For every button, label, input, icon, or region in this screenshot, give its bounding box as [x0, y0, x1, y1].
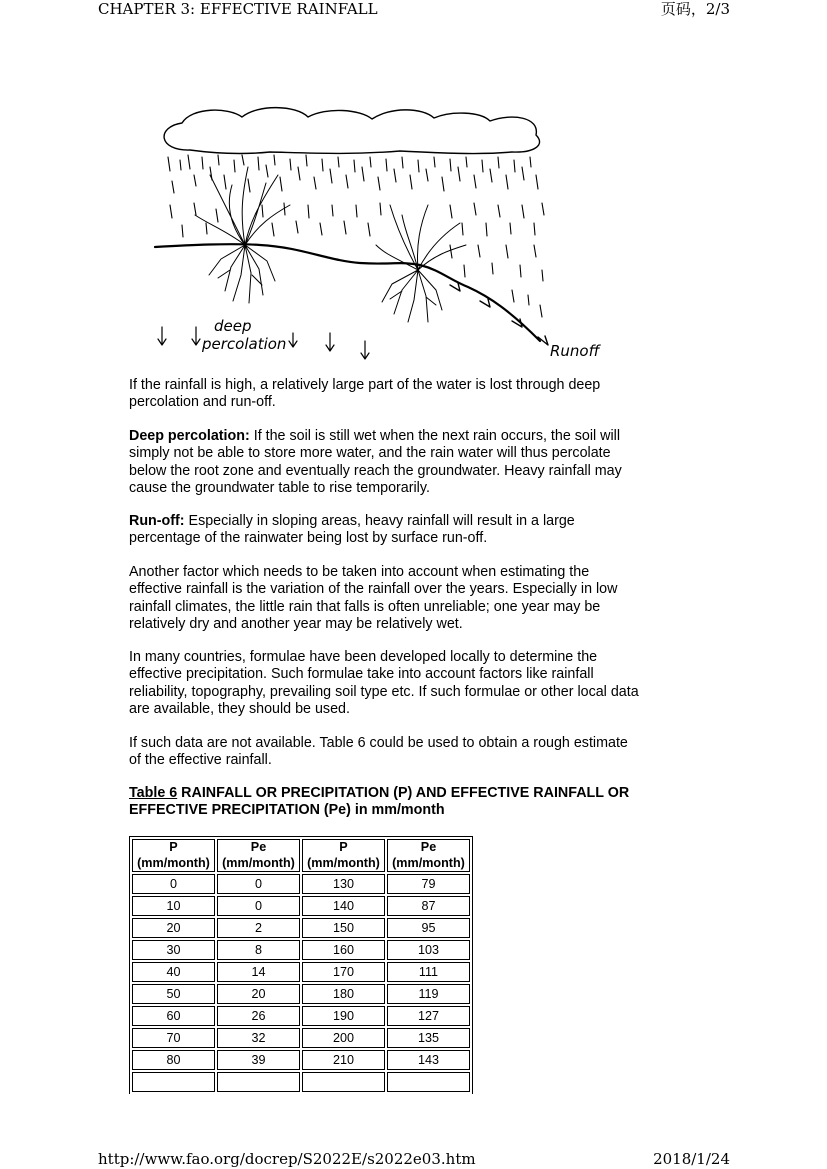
table-row-cut [132, 1072, 470, 1092]
ground-line [155, 244, 540, 341]
deep-percolation-text: If the soil is still wet when the next rain occurs, the soil will simply not be able to store more water, and the rain water will thus percolate below the root zone and eventually reach the groundwater. Heavy rainfall may cause the groundwater table to rise temporarily. [129, 428, 622, 497]
paragraph-table-reference: If such data are not available. Table 6 could be used to obtain a rough estimate of the effective rainfall. [129, 735, 628, 769]
table-cell: 14 [217, 962, 300, 982]
header-pe-1 [217, 839, 300, 872]
table-cell: 170 [302, 962, 385, 982]
rain-streaks [168, 155, 544, 317]
table-cell: 127 [387, 1006, 470, 1026]
table-cell: 135 [387, 1028, 470, 1048]
table-cell: 0 [132, 874, 215, 894]
header-unit: (mm/month) [392, 855, 465, 870]
table-6-link[interactable]: Table 6 [129, 785, 178, 801]
table-cell: 180 [302, 984, 385, 1004]
table-cell: 130 [302, 874, 385, 894]
table-cell: 200 [302, 1028, 385, 1048]
header-unit: (mm/month) [137, 855, 210, 870]
table-row [132, 1050, 470, 1070]
page-header-title: CHAPTER 3: EFFECTIVE RAINFALL [98, 0, 378, 18]
rainfall-illustration [150, 105, 615, 365]
table-cell: 20 [217, 984, 300, 1004]
table-cell: 80 [132, 1050, 215, 1070]
table-cell: 111 [387, 962, 470, 982]
table-row [132, 940, 470, 960]
table-cell: 160 [302, 940, 385, 960]
table-cell: 190 [302, 1006, 385, 1026]
table-cell: 87 [387, 896, 470, 916]
table-row [132, 1006, 470, 1026]
header-p-2 [302, 839, 385, 872]
table-header-row [132, 839, 470, 872]
table-caption-text: RAINFALL OR PRECIPITATION (P) AND EFFECTIVE RAINFALL OR EFFECTIVE PRECIPITATION (Pe) in mm/month [129, 785, 630, 819]
effective-rainfall-table [129, 836, 473, 1094]
table-cell: 20 [132, 918, 215, 938]
table-row [132, 962, 470, 982]
table-cell: 10 [132, 896, 215, 916]
table-cell: 40 [132, 962, 215, 982]
table-cell: 140 [302, 896, 385, 916]
table-cell-cut [217, 1072, 300, 1092]
table-cell: 210 [302, 1050, 385, 1070]
table-cell: 39 [217, 1050, 300, 1070]
header-p-1 [132, 839, 215, 872]
print-date: 2018/1/24 [653, 1150, 730, 1168]
table-cell: 8 [217, 940, 300, 960]
paragraph-deep-percolation [129, 428, 639, 498]
table-cell-cut [302, 1072, 385, 1092]
label-runoff: Runoff [550, 342, 600, 360]
table-cell: 95 [387, 918, 470, 938]
table-cell: 50 [132, 984, 215, 1004]
table-cell: 103 [387, 940, 470, 960]
paragraph-run-off [129, 513, 639, 548]
table-cell-cut [387, 1072, 470, 1092]
header-symbol: Pe [250, 840, 267, 854]
label-percolation: percolation [202, 335, 287, 353]
table-row [132, 1028, 470, 1048]
table-cell: 143 [387, 1050, 470, 1070]
paragraph-variation: Another factor which needs to be taken into account when estimating the effective rainfall is the variation of the rainfall over the years. Especially in low rainfall climates, the little rain that falls is often unreliable; one year may be relatively dry and another year may be relatively wet. [129, 564, 618, 633]
header-symbol: P [339, 840, 348, 854]
cloud-outline [164, 108, 539, 154]
table-cell: 60 [132, 1006, 215, 1026]
left-plant [195, 167, 290, 303]
table-cell: 79 [387, 874, 470, 894]
table-cell: 0 [217, 896, 300, 916]
label-deep: deep [214, 317, 252, 335]
run-off-text: Especially in sloping areas, heavy rainfall will result in a large percentage of the rainwater being lost by surface run-off. [129, 513, 575, 547]
header-symbol: P [169, 840, 178, 854]
table-row [132, 918, 470, 938]
table-row [132, 874, 470, 894]
table-cell: 119 [387, 984, 470, 1004]
table-cell: 26 [217, 1006, 300, 1026]
table-cell: 32 [217, 1028, 300, 1048]
table-cell: 70 [132, 1028, 215, 1048]
header-pe-2 [387, 839, 470, 872]
table-cell: 30 [132, 940, 215, 960]
page-number: 页码，2/3 [660, 0, 730, 18]
header-symbol: Pe [420, 840, 437, 854]
table-caption [129, 785, 639, 820]
table-body [132, 874, 470, 1092]
header-unit: (mm/month) [307, 855, 380, 870]
table-row [132, 896, 470, 916]
table-cell: 0 [217, 874, 300, 894]
table-cell-cut [132, 1072, 215, 1092]
table-row [132, 984, 470, 1004]
source-url: http://www.fao.org/docrep/S2022E/s2022e03.htm [98, 1150, 476, 1168]
paragraph-formulae: In many countries, formulae have been developed locally to determine the effective precipitation. Such formulae take into account factors like rainfall reliability, topography, prevailing soil type etc. If such formulae or other local data are available, they should be used. [129, 649, 639, 718]
header-unit: (mm/month) [222, 855, 295, 870]
table-cell: 2 [217, 918, 300, 938]
term-run-off: Run-off: [129, 513, 185, 529]
paragraph-intro: If the rainfall is high, a relatively large part of the water is lost through deep percolation and run-off. [129, 377, 601, 411]
term-deep-percolation: Deep percolation: [129, 428, 250, 444]
table-cell: 150 [302, 918, 385, 938]
